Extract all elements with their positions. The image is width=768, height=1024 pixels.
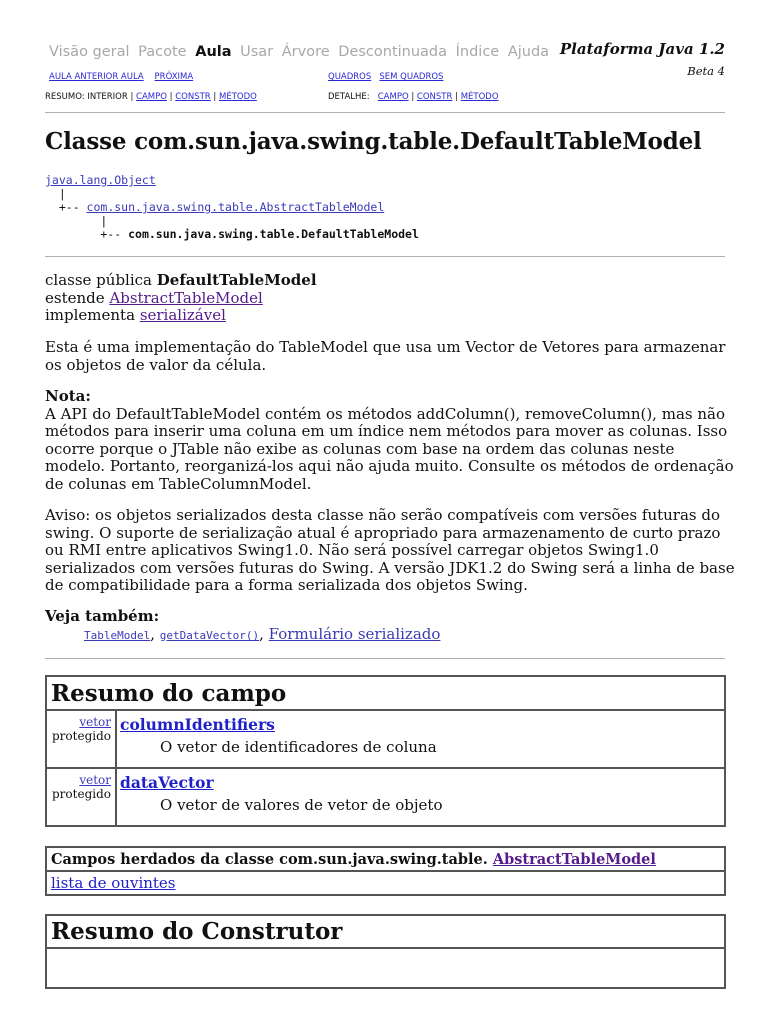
inherited-fields-table xyxy=(45,846,726,896)
see-also-getdatavector-link[interactable] xyxy=(160,625,259,643)
field-name-link[interactable]: dataVector xyxy=(120,773,214,792)
prev-class-link[interactable]: AULA ANTERIOR AULA xyxy=(49,72,144,82)
inherited-fields-title xyxy=(46,847,725,871)
field-description: O vetor de valores de vetor de objeto xyxy=(160,796,443,814)
warning-section xyxy=(45,507,735,595)
tree-connector: +-- xyxy=(45,200,87,214)
summary-constr-link[interactable]: CONSTR xyxy=(175,92,211,102)
decl-extends: estende xyxy=(45,288,110,307)
tree-root-link[interactable]: java.lang.Object xyxy=(45,173,156,187)
decl-interface-link[interactable]: serializável xyxy=(139,306,226,324)
inherited-field-link[interactable]: lista de ouvintes xyxy=(51,874,176,892)
summary-method-link[interactable]: MÉTODO xyxy=(219,92,257,102)
see-also-label: Veja também: xyxy=(45,607,160,625)
separator: | xyxy=(455,92,458,102)
separator: , xyxy=(259,625,269,643)
detail-method-link[interactable]: MÉTODO xyxy=(460,92,499,102)
next-class-link[interactable]: PRÓXIMA xyxy=(154,72,194,82)
see-also-tablemodel-link[interactable] xyxy=(84,625,150,643)
nav-index[interactable]: Índice xyxy=(455,44,500,60)
field-modifier-cell xyxy=(46,768,116,826)
tree-connector: +-- xyxy=(45,227,129,241)
divider xyxy=(45,256,725,257)
divider xyxy=(45,658,725,659)
class-description xyxy=(45,339,735,374)
see-also-section xyxy=(45,608,735,626)
nav-use[interactable]: Usar xyxy=(240,44,274,60)
field-type-link[interactable]: vetor xyxy=(79,715,111,729)
frames-nav xyxy=(328,72,443,82)
platform-title: Plataforma Java 1.2 xyxy=(559,40,725,58)
nav-overview[interactable]: Visão geral xyxy=(49,44,130,60)
note-label: Nota: xyxy=(45,387,91,405)
summary-label: RESUMO: INTERIOR | xyxy=(45,92,134,102)
field-modifier: protegido xyxy=(52,729,111,743)
description-text: Esta é uma implementação do TableModel que usa um Vector de Vetores para armazenar os objetos de valor da célula. xyxy=(45,338,726,374)
detail-label: DETALHE: xyxy=(328,92,370,102)
tree-connector: | xyxy=(45,213,108,228)
summary-nav xyxy=(45,92,257,102)
detail-constr-link[interactable]: CONSTR xyxy=(416,92,453,102)
constructor-summary-title: Resumo do Construtor xyxy=(46,915,725,948)
class-declaration xyxy=(45,272,735,325)
separator: | xyxy=(169,92,173,102)
tree-connector: | xyxy=(45,186,66,201)
summary-field-link[interactable]: CAMPO xyxy=(136,92,167,102)
field-name-link[interactable]: columnIdentifiers xyxy=(120,715,275,734)
separator: | xyxy=(411,92,415,102)
constructor-summary-table xyxy=(45,914,726,989)
tree-current-class: com.sun.java.swing.table.DefaultTableModel xyxy=(128,227,419,241)
note-section xyxy=(45,388,735,493)
field-detail-cell xyxy=(116,768,725,826)
detail-nav xyxy=(328,92,499,102)
divider xyxy=(45,112,725,113)
separator: | xyxy=(213,92,217,102)
field-summary-table xyxy=(45,675,726,827)
decl-class-name: DefaultTableModel xyxy=(156,271,317,289)
inherited-title-text: Campos herdados da classe com.sun.java.swing.table. xyxy=(51,850,493,868)
see-also-getdatavector-text: getDataVector() xyxy=(159,629,260,642)
note-text: A API do DefaultTableModel contém os métodos addColumn(), removeColumn(), mas não métodos para inserir uma coluna em um índice nem métodos para mover as colunas. Isso ocorre porque o JTable não exibe as colunas com base na ordem das colunas neste modelo. Portanto, reorganizá-los aqui não ajuda muito. Consulte os métodos de ordenação de colunas em TableColumnModel. xyxy=(45,404,734,493)
nav-class: Aula xyxy=(195,44,232,60)
decl-implements: implementa xyxy=(45,306,140,324)
no-frames-link[interactable]: SEM QUADROS xyxy=(379,72,444,82)
field-modifier: protegido xyxy=(52,787,111,801)
inherited-class-link[interactable]: AbstractTableModel xyxy=(492,850,656,868)
decl-modifier: classe pública xyxy=(45,271,157,289)
warning-text: Aviso: os objetos serializados desta classe não serão compatíveis com versões futuras do swing. O suporte de serialização atual é apropriado para armazenamento de curto prazo ou RMI entre aplicativos Swing1.0. Não será possível carregar objetos Swing1.0 serializados com versões futuras do Swing. A versão JDK1.2 do Swing será a linha de base de compatibilidade para a forma serializada dos objetos Swing. xyxy=(45,506,735,594)
frames-link[interactable]: QUADROS xyxy=(328,72,372,82)
field-summary-title: Resumo do campo xyxy=(46,676,725,710)
nav-tree[interactable]: Árvore xyxy=(281,44,330,60)
field-modifier-cell xyxy=(46,710,116,768)
field-description: O vetor de identificadores de coluna xyxy=(160,738,437,756)
tree-parent-link[interactable]: com.sun.java.swing.table.AbstractTableModel xyxy=(86,200,385,214)
see-also-serialized-link[interactable]: Formulário serializado xyxy=(268,625,441,643)
separator: , xyxy=(150,625,160,643)
field-detail-cell xyxy=(116,710,725,768)
table-row xyxy=(46,710,725,768)
detail-field-link[interactable]: CAMPO xyxy=(377,92,409,102)
nav-package[interactable]: Pacote xyxy=(138,44,187,60)
platform-header xyxy=(560,40,725,78)
see-also-links xyxy=(84,625,440,643)
field-type-link[interactable]: vetor xyxy=(79,773,111,787)
decl-superclass-link[interactable]: AbstractTableModel xyxy=(109,288,263,307)
class-title: Classe com.sun.java.swing.table.DefaultTableModel xyxy=(45,128,702,155)
top-nav xyxy=(49,44,553,60)
table-row xyxy=(46,768,725,826)
constructor-row xyxy=(46,948,725,988)
see-also-tablemodel-text: TableModel xyxy=(84,629,151,642)
inheritance-tree xyxy=(45,174,419,242)
prev-next-nav xyxy=(49,72,193,82)
nav-help[interactable]: Ajuda xyxy=(507,44,550,60)
inherited-field-cell xyxy=(46,871,725,895)
nav-deprecated[interactable]: Descontinuada xyxy=(338,44,448,60)
platform-beta: Beta 4 xyxy=(687,64,725,78)
